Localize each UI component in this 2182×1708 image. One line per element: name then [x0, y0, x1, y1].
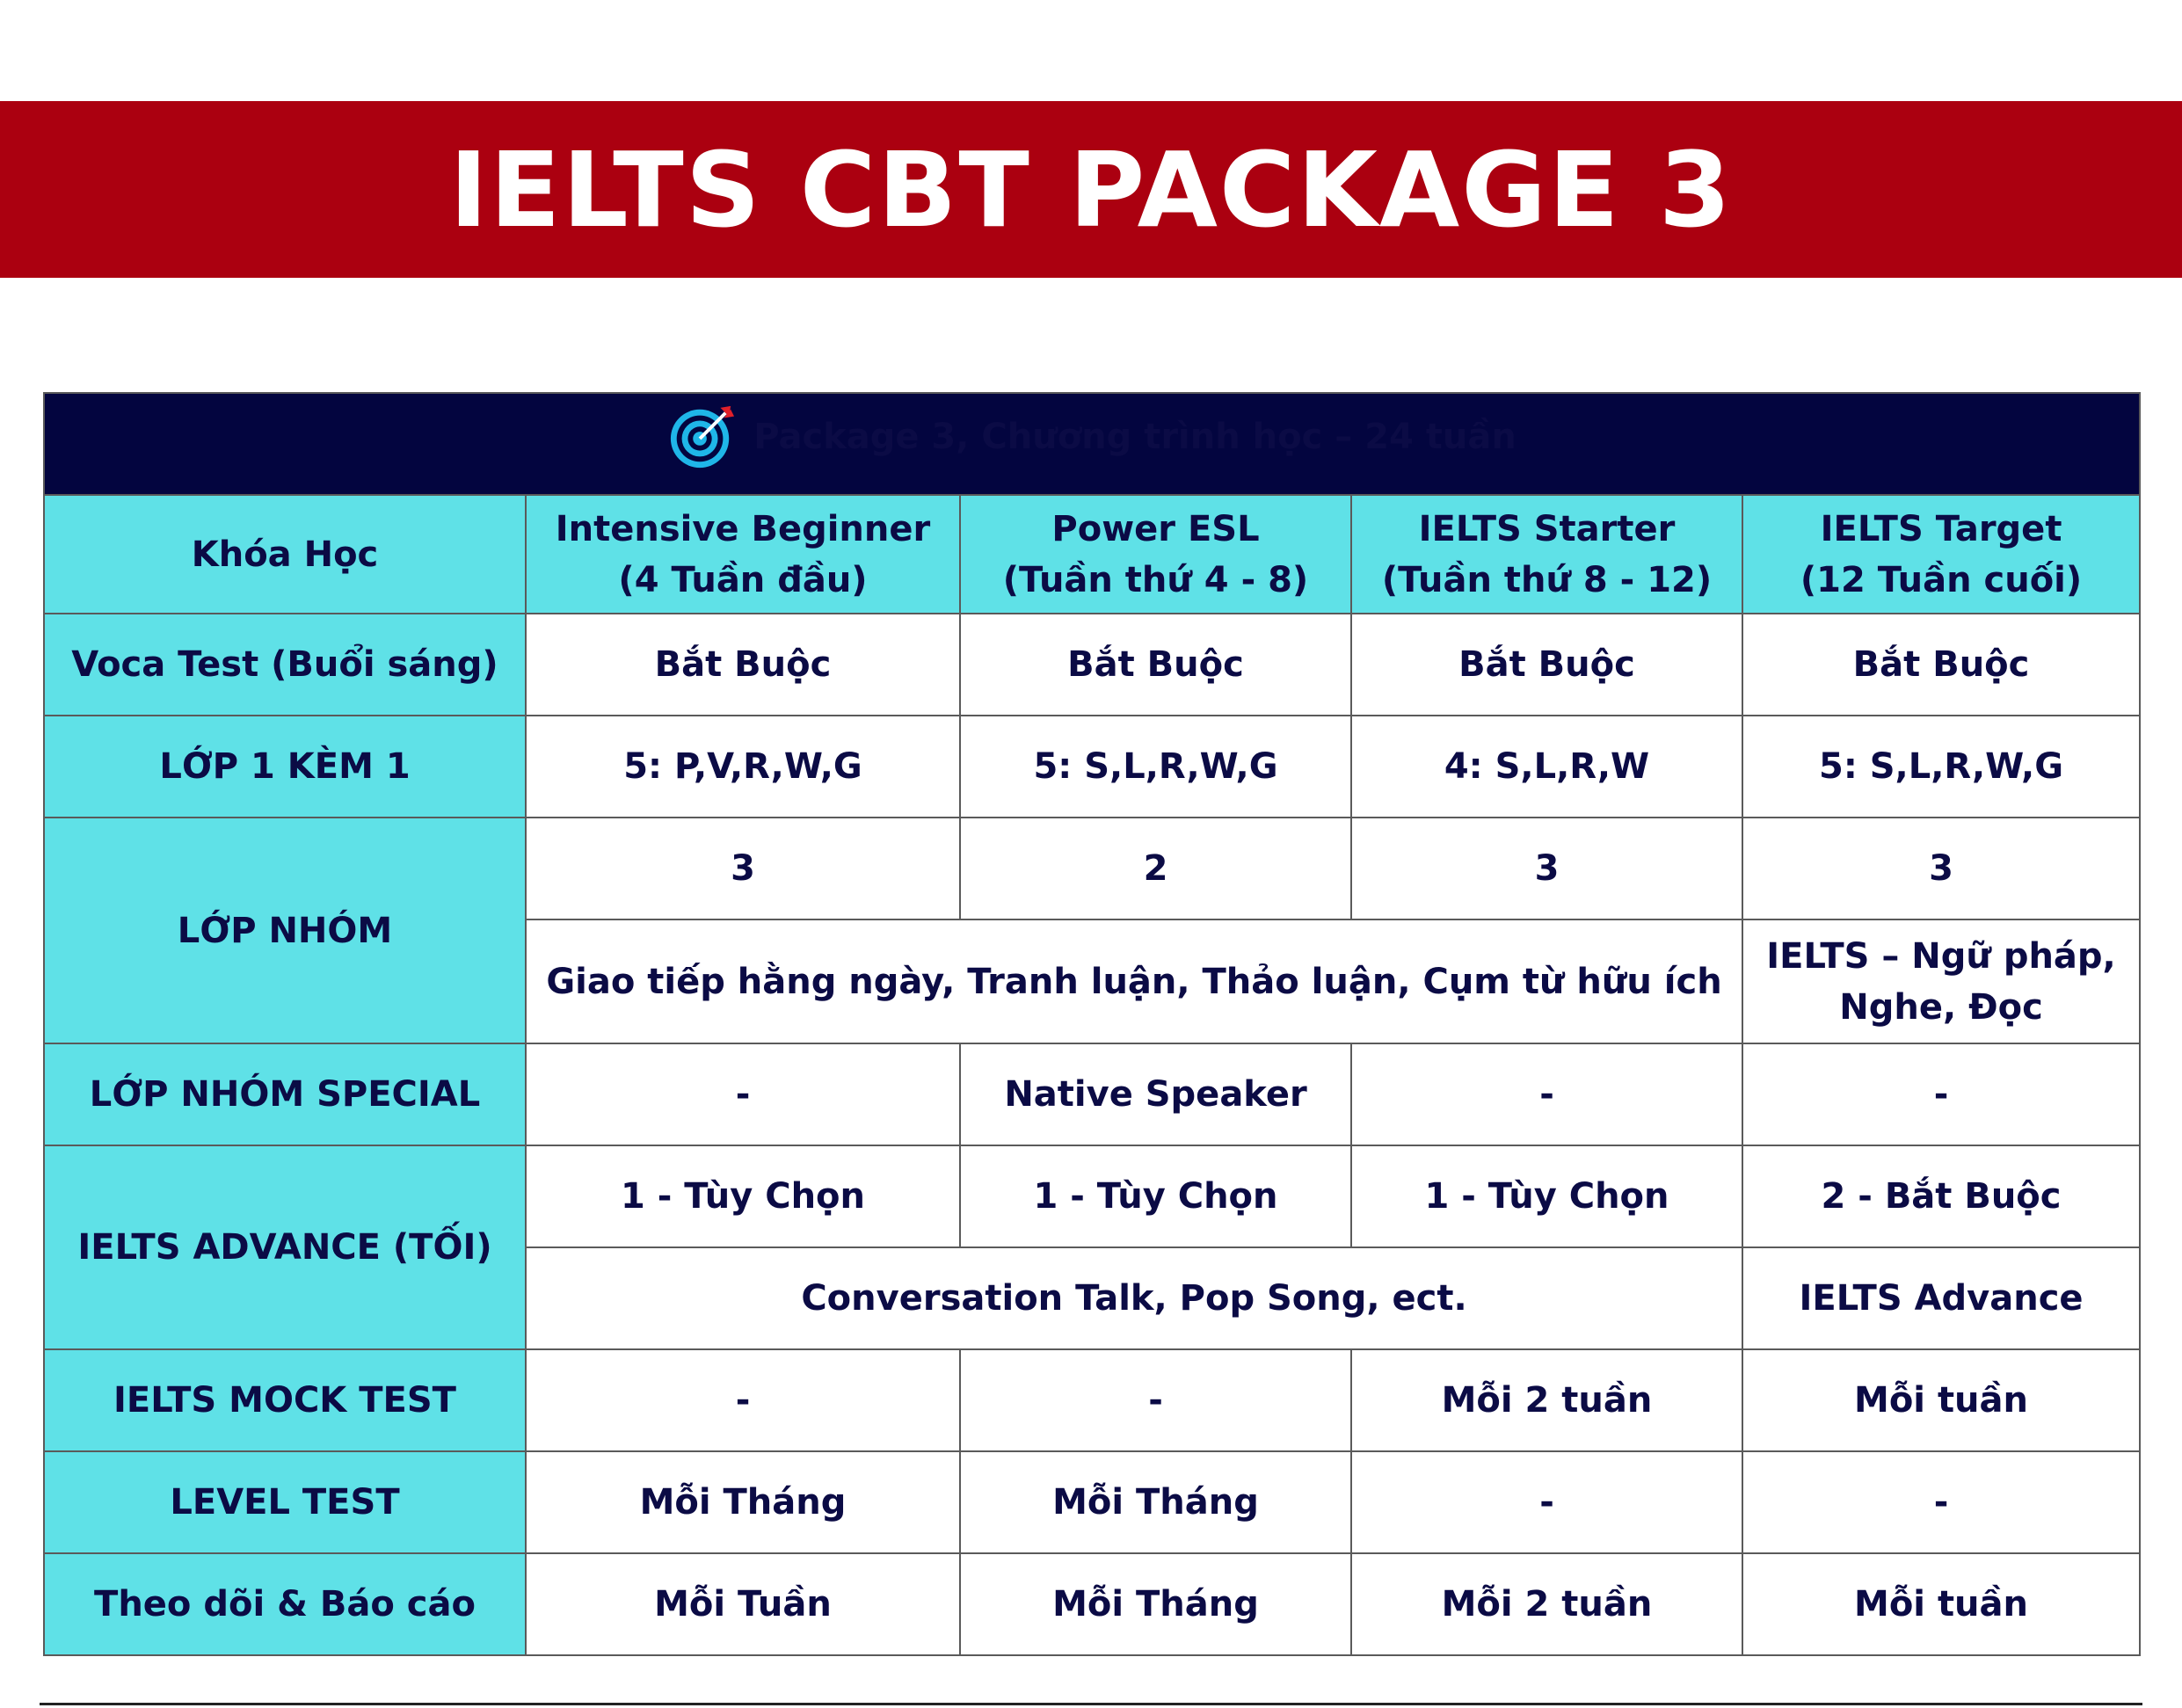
table-cell: - [1351, 1043, 1742, 1145]
table-cell: 3 [526, 818, 960, 919]
table-cell: Conversation Talk, Pop Song, ect. [526, 1247, 1742, 1349]
table-cell: Mỗi tuần [1742, 1349, 2140, 1451]
row-label: IELTS MOCK TEST [44, 1349, 526, 1451]
course-column-power-esl [960, 495, 1351, 614]
tracking-row [44, 1553, 2140, 1655]
table-cell: Bắt Buộc [1351, 614, 1742, 716]
target-icon [667, 403, 736, 471]
table-cell: Bắt Buộc [1742, 614, 2140, 716]
table-cell: 3 [1351, 818, 1742, 919]
table-cell: 5: P,V,R,W,G [526, 716, 960, 818]
row-label: LỚP NHÓM SPECIAL [44, 1043, 526, 1145]
table-cell: - [526, 1349, 960, 1451]
table-cell: 1 - Tùy Chọn [526, 1145, 960, 1247]
row-label: LEVEL TEST [44, 1451, 526, 1553]
course-period: (12 Tuần cuối) [1800, 559, 2083, 600]
table-cell: - [1742, 1451, 2140, 1553]
table-cell: Mỗi Tháng [960, 1451, 1351, 1553]
row-label: Theo dõi & Báo cáo [44, 1553, 526, 1655]
one-on-one-row [44, 716, 2140, 818]
row-label: Voca Test (Buổi sáng) [44, 614, 526, 716]
cell-line: Nghe, Đọc [1839, 986, 2043, 1028]
table-cell: Mỗi Tuần [526, 1553, 960, 1655]
bottom-divider [40, 1703, 2142, 1705]
table-cell: 3 [1742, 818, 2140, 919]
table-cell: Mỗi Tháng [960, 1553, 1351, 1655]
table-cell [1742, 919, 2140, 1043]
course-column-ielts-target [1742, 495, 2140, 614]
table-cell: 2 [960, 818, 1351, 919]
table-header-title: Package 3, Chương trình học – 24 tuần [753, 417, 1516, 457]
table-cell: - [1742, 1043, 2140, 1145]
table-cell: - [526, 1043, 960, 1145]
table-cell: Bắt Buộc [526, 614, 960, 716]
table-cell: 1 - Tùy Chọn [960, 1145, 1351, 1247]
course-name: Intensive Beginner [555, 508, 931, 549]
table-header [44, 393, 2140, 495]
level-test-row [44, 1451, 2140, 1553]
table-cell: 2 - Bắt Buộc [1742, 1145, 2140, 1247]
table-cell: Bắt Buộc [960, 614, 1351, 716]
course-period: (Tuần thứ 4 - 8) [1002, 559, 1309, 600]
course-row [44, 495, 2140, 614]
voca-test-row [44, 614, 2140, 716]
table-cell: Mỗi 2 tuần [1351, 1553, 1742, 1655]
course-column-intensive-beginner [526, 495, 960, 614]
table-cell: Giao tiếp hằng ngày, Tranh luận, Thảo luận, Cụm từ hữu ích [526, 919, 1742, 1043]
course-name: IELTS Starter [1418, 508, 1676, 549]
page-title: IELTS CBT PACKAGE 3 [449, 128, 1733, 251]
table-cell: 5: S,L,R,W,G [960, 716, 1351, 818]
group-special-row [44, 1043, 2140, 1145]
group-count-row [44, 818, 2140, 919]
table-cell: Mỗi 2 tuần [1351, 1349, 1742, 1451]
table-header-row [44, 393, 2140, 495]
table-cell: IELTS Advance [1742, 1247, 2140, 1349]
row-label: LỚP NHÓM [44, 818, 526, 1043]
course-name: Power ESL [1051, 508, 1260, 549]
table-cell: 5: S,L,R,W,G [1742, 716, 2140, 818]
package-table [43, 392, 2141, 1656]
table-cell: - [960, 1349, 1351, 1451]
row-label: LỚP 1 KÈM 1 [44, 716, 526, 818]
row-label: IELTS ADVANCE (TỐI) [44, 1145, 526, 1349]
table-cell: Mỗi tuần [1742, 1553, 2140, 1655]
course-column-ielts-starter [1351, 495, 1742, 614]
table-cell: 4: S,L,R,W [1351, 716, 1742, 818]
cell-line: IELTS – Ngữ pháp, [1766, 935, 2116, 977]
course-period: (4 Tuần đầu) [618, 559, 868, 600]
course-period: (Tuần thứ 8 - 12) [1381, 559, 1713, 600]
table-cell: 1 - Tùy Chọn [1351, 1145, 1742, 1247]
course-name: IELTS Target [1820, 508, 2062, 549]
table-cell: Mỗi Tháng [526, 1451, 960, 1553]
table-cell: - [1351, 1451, 1742, 1553]
mock-test-row [44, 1349, 2140, 1451]
title-banner [0, 101, 2182, 278]
table-cell: Native Speaker [960, 1043, 1351, 1145]
course-label: Khóa Học [44, 495, 526, 614]
advance-row [44, 1145, 2140, 1247]
